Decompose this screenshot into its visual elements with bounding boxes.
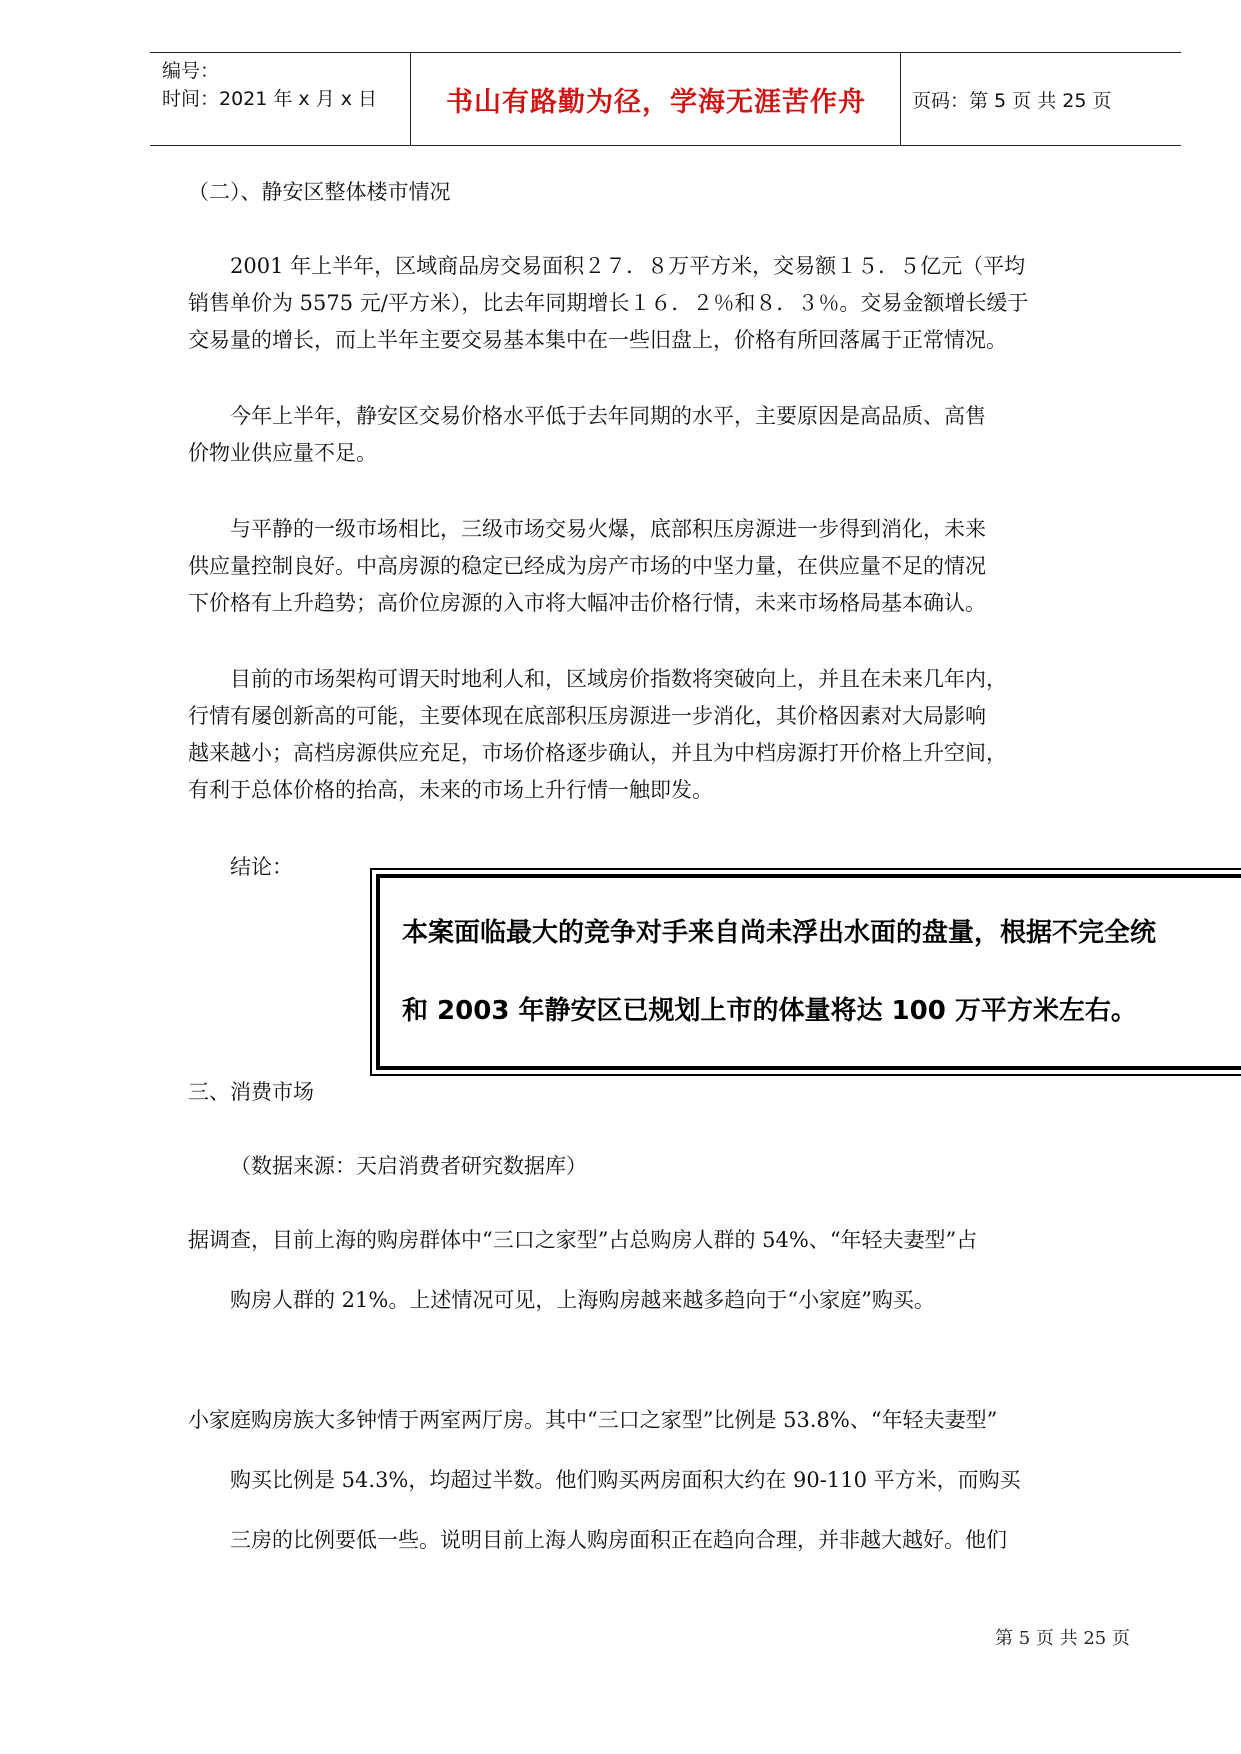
section-heading: （二）、静安区整体楼市情况	[188, 180, 451, 204]
conclusion-box	[370, 868, 1241, 1076]
paragraph-line: 购房人群的 21%。上述情况可见，上海购房越来越多趋向于“小家庭”购买。	[230, 1288, 935, 1312]
paragraph-line: 价物业供应量不足。	[188, 441, 377, 465]
section-heading: 三、消费市场	[188, 1080, 314, 1104]
conclusion-box-inner	[376, 874, 1241, 1070]
paragraph-line: 越来越小；高档房源供应充足，市场价格逐步确认，并且为中档房源打开价格上升空间，	[188, 741, 1007, 765]
paragraph-line: 与平静的一级市场相比，三级市场交易火爆，底部积压房源进一步得到消化，未来	[188, 517, 986, 541]
paragraph-line: 供应量控制良好。中高房源的稳定已经成为房产市场的中坚力量，在供应量不足的情况	[188, 554, 986, 578]
paragraph-line: 2001 年上半年，区域商品房交易面积２７．８万平方米，交易额１５．５亿元（平均	[188, 254, 1026, 278]
paragraph-line: 目前的市场架构可谓天时地利人和，区域房价指数将突破向上，并且在未来几年内，	[188, 667, 1007, 691]
page-footer: 第 5 页 共 25 页	[995, 1628, 1130, 1649]
paragraph-line: 交易量的增长，而上半年主要交易基本集中在一些旧盘上，价格有所回落属于正常情况。	[188, 328, 1007, 352]
header-divider	[900, 53, 901, 145]
paragraph-line: 三房的比例要低一些。说明目前上海人购房面积正在趋向合理，并非越大越好。他们	[230, 1528, 1007, 1552]
paragraph-line: 行情有屡创新高的可能，主要体现在底部积压房源进一步消化，其价格因素对大局影响	[188, 704, 986, 728]
conclusion-line: 本案面临最大的竞争对手来自尚未浮出水面的盘量，根据不完全统	[402, 918, 1157, 948]
page-header	[150, 52, 1181, 146]
paragraph-line: 下价格有上升趋势；高价位房源的入市将大幅冲击价格行情，未来市场格局基本确认。	[188, 591, 986, 615]
paragraph-line: 有利于总体价格的抬高，未来的市场上升行情一触即发。	[188, 778, 713, 802]
header-motto: 书山有路勤为径，学海无涯苦作舟	[446, 86, 866, 118]
conclusion-line: 和 2003 年静安区已规划上市的体量将达 100 万平方米左右。	[402, 996, 1137, 1026]
paragraph-line: 购买比例是 54.3%，均超过半数。他们购买两房面积大约在 90-110 平方米，而购买	[230, 1468, 1021, 1492]
header-page-info: 页码：第 5 页 共 25 页	[912, 89, 1112, 112]
header-divider	[410, 53, 411, 145]
paragraph-line: 据调查，目前上海的购房群体中“三口之家型”占总购房人群的 54%、“年轻夫妻型”占	[188, 1228, 978, 1252]
header-meta	[162, 57, 377, 113]
paragraph-line: 今年上半年，静安区交易价格水平低于去年同期的水平，主要原因是高品质、高售	[188, 404, 986, 428]
data-source-note: （数据来源：天启消费者研究数据库）	[230, 1154, 587, 1178]
header-time-label: 时间：2021 年 x 月 x 日	[162, 88, 378, 110]
paragraph-line: 销售单价为 5575 元/平方米），比去年同期增长１６．２％和８．３％。交易金额增长缓于	[188, 291, 1029, 315]
paragraph-line: 小家庭购房族大多钟情于两室两厅房。其中“三口之家型”比例是 53.8%、“年轻夫妻型”	[188, 1408, 998, 1432]
header-number-label: 编号：	[162, 60, 220, 82]
conclusion-label: 结论：	[188, 855, 293, 879]
